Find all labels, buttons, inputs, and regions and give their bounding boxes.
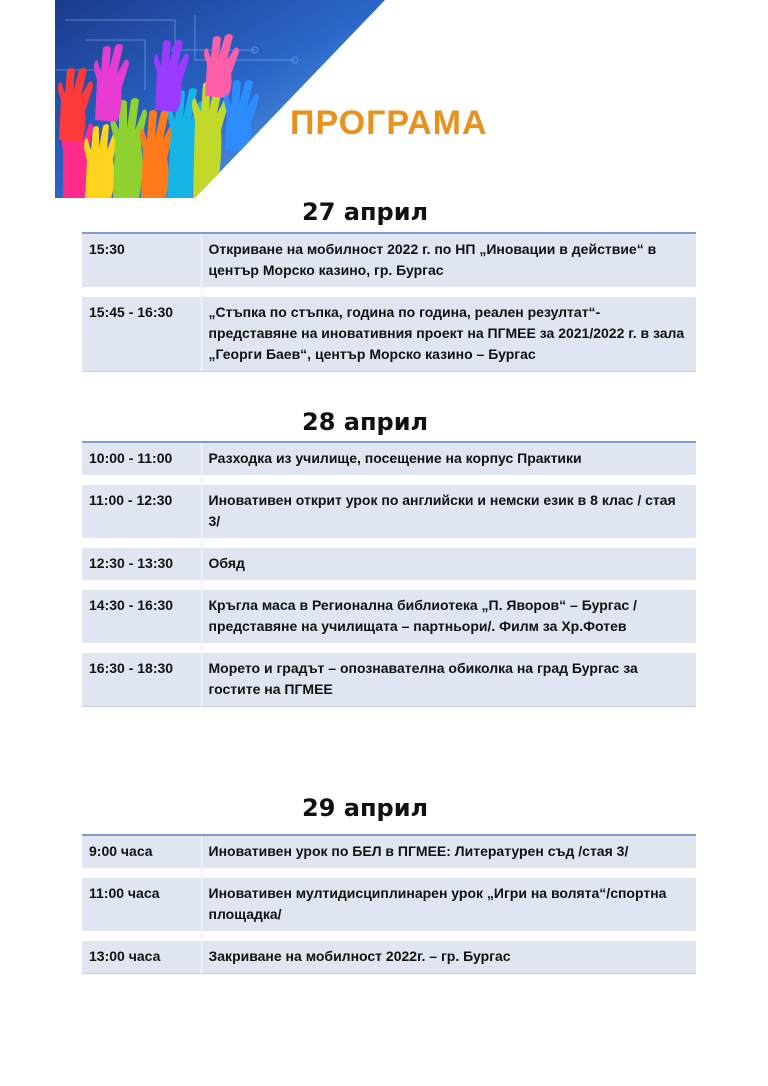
event-time: 15:45 - 16:30	[82, 297, 201, 372]
event-time: 11:00 - 12:30	[82, 485, 201, 538]
schedule-table-day-27	[82, 232, 696, 372]
event-description: Иновативен урок по БЕЛ в ПГМЕЕ: Литературен съд /стая 3/	[201, 835, 696, 868]
schedule-row	[82, 878, 696, 931]
schedule-row	[82, 653, 696, 707]
schedule-row	[82, 485, 696, 538]
schedule-row	[82, 233, 696, 287]
schedule-row	[82, 297, 696, 372]
event-time: 11:00 часа	[82, 878, 201, 931]
schedule-row	[82, 442, 696, 475]
event-description: Откриване на мобилност 2022 г. по НП „Иновации в действие“ в център Морско казино, гр. Бургас	[201, 233, 696, 287]
event-description: Иновативен мултидисциплинарен урок „Игри на волята“/спортна площадка/	[201, 878, 696, 931]
day-heading-27: 27 април	[302, 198, 429, 226]
day-heading-29: 29 април	[302, 794, 429, 822]
event-time: 12:30 - 13:30	[82, 548, 201, 580]
event-time: 15:30	[82, 233, 201, 287]
raised-hands-banner-image	[55, 0, 385, 198]
event-description: „Стъпка по стъпка, година по година, реален резултат“- представяне на иновативния проект на ПГМЕЕ за 2021/2022 г. в зала „Георги Баев“, център Морско казино – Бургас	[201, 297, 696, 372]
schedule-table-day-28	[82, 441, 696, 707]
event-description: Кръгла маса в Регионална библиотека „П. Яворов“ – Бургас /представяне на училищата – партньори/. Филм за Хр.Фотев	[201, 590, 696, 643]
event-time: 14:30 - 16:30	[82, 590, 201, 643]
event-time: 13:00 часа	[82, 941, 201, 974]
day-heading-28: 28 април	[302, 408, 429, 436]
schedule-row	[82, 835, 696, 868]
schedule-row	[82, 590, 696, 643]
event-description: Обяд	[201, 548, 696, 580]
event-description: Иновативен открит урок по английски и немски език в 8 клас / стая 3/	[201, 485, 696, 538]
event-description: Морето и градът – опознавателна обиколка на град Бургас за гостите на ПГМЕЕ	[201, 653, 696, 707]
page-title: ПРОГРАМА	[290, 104, 488, 142]
event-time: 10:00 - 11:00	[82, 442, 201, 475]
schedule-row	[82, 941, 696, 974]
event-description: Закриване на мобилност 2022г. – гр. Бургас	[201, 941, 696, 974]
event-time: 9:00 часа	[82, 835, 201, 868]
event-time: 16:30 - 18:30	[82, 653, 201, 707]
schedule-table-day-29	[82, 834, 696, 974]
schedule-row	[82, 548, 696, 580]
event-description: Разходка из училище, посещение на корпус Практики	[201, 442, 696, 475]
